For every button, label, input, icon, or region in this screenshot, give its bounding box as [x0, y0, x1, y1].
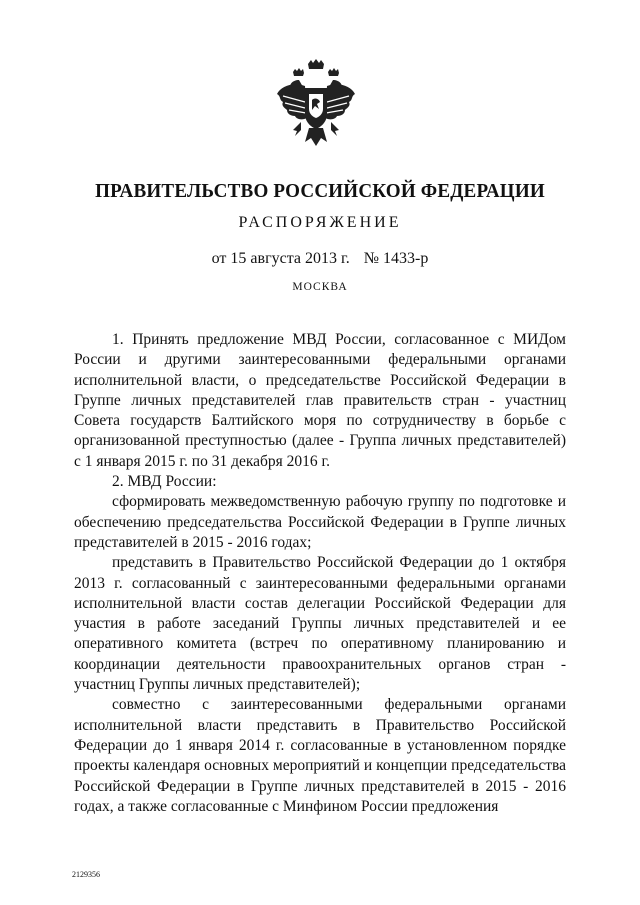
paragraph-3: сформировать межведомственную рабочую группу по подготовке и обеспечению председательства Российской Федерации в Группе личных представителей в 2015 - 2016 годах; — [74, 493, 566, 551]
document-body — [74, 330, 566, 817]
paragraph-4: представить в Правительство Российской Федерации до 1 октября 2013 г. согласованный с заинтересованными федеральными органами исполнительной власти состав делегации Российской Федерации для участия в работе заседаний Группы личных представителей и ее оперативного комитета (встреч по оперативному планированию и координации деятельности правоохранительных органов стран - участниц Группы личных представителей); — [74, 554, 566, 694]
document-number: № 1433-р — [363, 250, 429, 267]
paragraph-2: 2. МВД России: — [112, 473, 217, 491]
document-code: 2129356 — [72, 870, 100, 879]
paragraph-5: совместно с заинтересованными федеральными органами исполнительной власти представить в Правительство Российской Федерации до 1 января 2014 г. согласованные в установленном порядке проекты календаря основных мероприятий и концепции председательства Российской Федерации в Группе личных представителей в 2015 - 2016 годах, а также согласованные с Минфином России предложения — [74, 696, 566, 815]
paragraph-1: 1. Принять предложение МВД России, согласованное с МИДом России и другими заинтересованными федеральными органами исполнительной власти, о председательстве Российской Федерации в Группе личных представителей глав правительств стран - участниц Совета государств Балтийского моря по сотрудничеству в борьбе с организованной преступностью (далее - Группа личных представителей) с 1 января 2015 г. по 31 декабря 2016 г. — [74, 331, 566, 470]
double-headed-eagle-emblem-icon — [275, 58, 357, 154]
document-title: ПРАВИТЕЛЬСТВО РОССИЙСКОЙ ФЕДЕРАЦИИ — [95, 180, 545, 202]
document-date-number — [0, 250, 640, 268]
document-city: МОСКВА — [292, 281, 348, 293]
document-type: РАСПОРЯЖЕНИЕ — [238, 214, 402, 231]
document-date: от 15 августа 2013 г. — [211, 250, 350, 267]
